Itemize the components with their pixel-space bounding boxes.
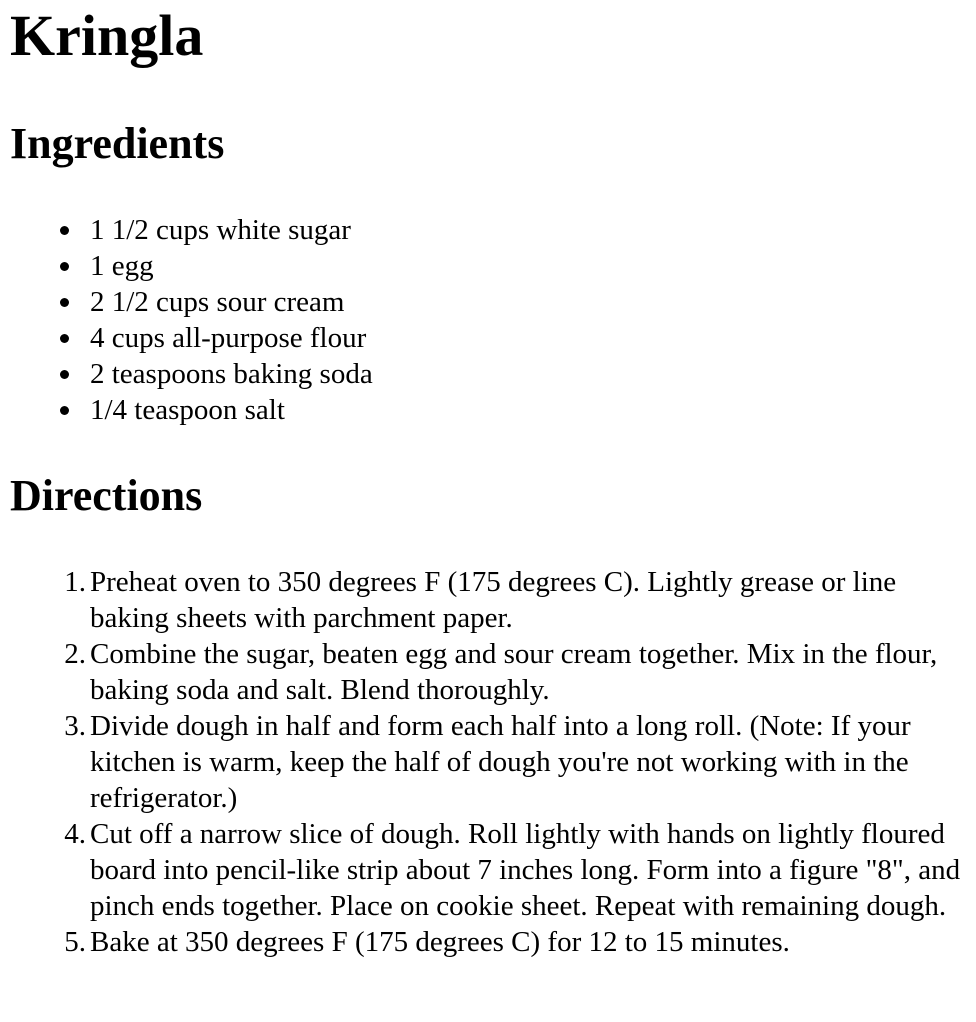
direction-step (64, 924, 966, 960)
ingredient-item: 1 1/2 cups white sugar (90, 212, 373, 248)
step-text: Preheat oven to 350 degrees F (175 degrees C). Lightly grease or line baking sheets with parchment paper. (90, 566, 897, 634)
ingredients-list (0, 212, 373, 428)
direction-step (64, 816, 966, 924)
direction-step (64, 564, 966, 636)
directions-heading: Directions (10, 471, 203, 520)
ingredient-item: 1/4 teaspoon salt (90, 392, 373, 428)
step-number: 2. (64, 638, 86, 670)
step-number: 1. (64, 566, 86, 598)
ingredient-item: 2 teaspoons baking soda (90, 358, 373, 390)
step-number: 3. (64, 710, 86, 742)
step-number: 4. (64, 818, 86, 850)
page-title: Kringla (10, 3, 204, 68)
ingredients-heading: Ingredients (10, 119, 225, 168)
direction-step (64, 708, 966, 816)
step-text: Cut off a narrow slice of dough. Roll lightly with hands on lightly floured board into pencil-like strip about 7 inches long. Form into a figure "8", and pinch ends together. Place on cookie sheet. Repeat with remaining dough. (90, 818, 961, 922)
ingredient-item: 2 1/2 cups sour cream (90, 284, 373, 320)
directions-list (0, 564, 966, 960)
step-text: Bake at 350 degrees F (175 degrees C) for 12 to 15 minutes. (90, 926, 790, 958)
step-text: Divide dough in half and form each half into a long roll. (Note: If your kitchen is warm, keep the half of dough you're not working with in the refrigerator.) (90, 710, 911, 814)
direction-step (64, 636, 966, 708)
step-text: Combine the sugar, beaten egg and sour cream together. Mix in the flour, baking soda and salt. Blend thoroughly. (90, 638, 938, 706)
ingredient-item: 4 cups all-purpose flour (90, 320, 373, 356)
step-number: 5. (64, 926, 86, 958)
ingredient-item: 1 egg (90, 248, 373, 284)
